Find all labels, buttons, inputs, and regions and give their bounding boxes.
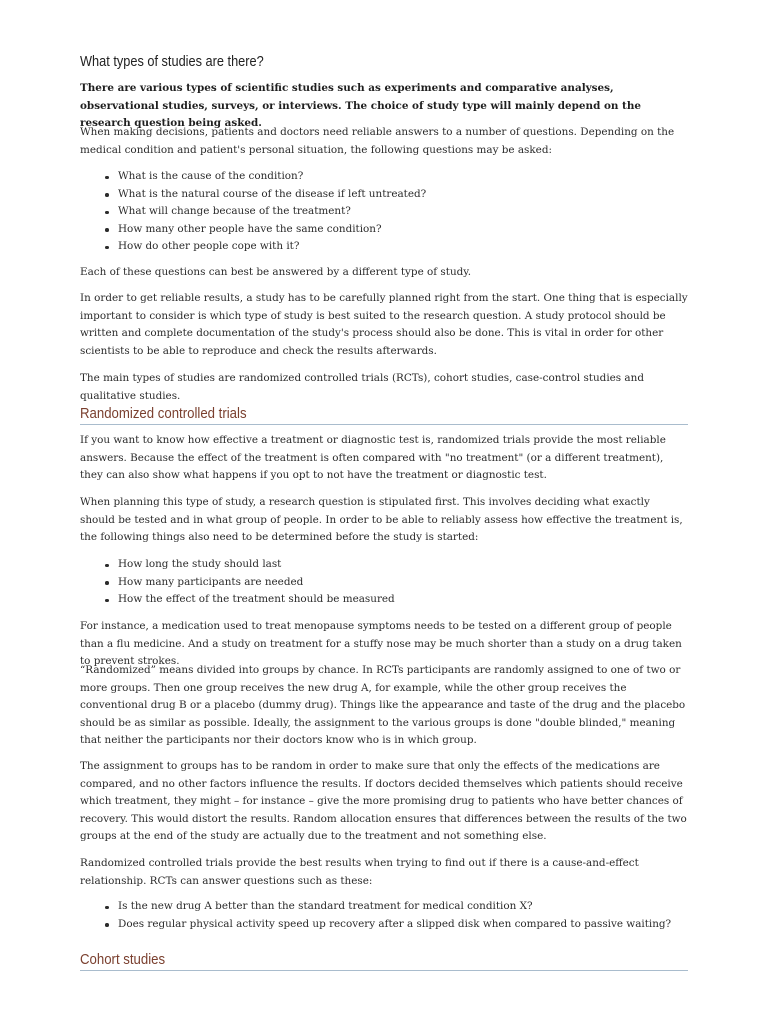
- rct-list-2: [80, 898, 688, 933]
- intro-paragraph: When making decisions, patients and doctors need reliable answers to a number of questions. Depending on the medical condition and patient's personal situation, the following questions may be asked:: [80, 126, 675, 156]
- section-heading-cohort: [80, 951, 688, 971]
- list-item: How the effect of the treatment should be measured: [80, 591, 688, 609]
- section-heading-rct: [80, 405, 688, 425]
- rct-paragraph-3: For instance, a medication used to treat menopause symptoms needs to be tested on a different group of people than a flu medicine. And a study on treatment for a stuffy nose may be much shorter than a study on a drug taken to prevent strokes.: [80, 620, 682, 668]
- each-question-paragraph: Each of these questions can best be answered by a different type of study.: [80, 266, 472, 278]
- list-item: How long the study should last: [80, 556, 688, 574]
- rct-paragraph-5: The assignment to groups has to be random in order to make sure that only the effects of the medications are compared, and no other factors influence the results. If doctors decided themselves which patients should receive which treatment, they might – for instance – give the more promising drug to patients who have better chances of recovery. This would distort the results. Random allocation ensures that differences between the results of the two groups at the end of the study are actually due to the treatment and not something else.: [80, 760, 687, 843]
- list-item: What will change because of the treatment?: [80, 203, 688, 221]
- questions-list: [80, 168, 688, 256]
- rct-list-1: [80, 556, 688, 609]
- lead-paragraph: There are various types of scientific studies such as experiments and comparative analyses, observational studies, surveys, or interviews. The choice of study type will mainly depend on the research question being asked.: [80, 82, 642, 130]
- list-item: What is the cause of the condition?: [80, 168, 688, 186]
- list-item: What is the natural course of the disease if left untreated?: [80, 186, 688, 204]
- list-item: Is the new drug A better than the standard treatment for medical condition X?: [80, 898, 688, 916]
- page-title: What types of studies are there?: [80, 54, 264, 70]
- list-item: How many participants are needed: [80, 574, 688, 592]
- section-heading-rct-label: Randomized controlled trials: [80, 405, 247, 422]
- list-item: Does regular physical activity speed up recovery after a slipped disk when compared to passive waiting?: [80, 916, 688, 934]
- rct-paragraph-1: If you want to know how effective a treatment or diagnostic test is, randomized trials provide the most reliable answers. Because the effect of the treatment is often compared with "no treatment" (or a different treatment), they can also show what happens if you opt to not have the treatment or diagnostic test.: [80, 434, 666, 482]
- rct-paragraph-2: When planning this type of study, a research question is stipulated first. This involves deciding what exactly should be tested and in what group of people. In order to be able to reliably assess how effective the treatment is, the following things also need to be determined before the study is started:: [80, 496, 683, 544]
- planning-paragraph: In order to get reliable results, a study has to be carefully planned right from the start. One thing that is especially important to consider is which type of study is best suited to the research question. A study protocol should be written and complete documentation of the study's process should also be done. This is vital in order for other scientists to be able to reproduce and check the results afterwards.: [80, 292, 688, 357]
- list-item: How do other people cope with it?: [80, 238, 688, 256]
- rct-paragraph-6: Randomized controlled trials provide the best results when trying to find out if there is a cause-and-effect relationship. RCTs can answer questions such as these:: [80, 857, 639, 887]
- main-types-paragraph: The main types of studies are randomized controlled trials (RCTs), cohort studies, case-control studies and qualitative studies.: [80, 372, 644, 402]
- list-item: How many other people have the same condition?: [80, 221, 688, 239]
- section-heading-cohort-label: Cohort studies: [80, 951, 166, 968]
- rct-paragraph-4: “Randomized” means divided into groups by chance. In RCTs participants are randomly assigned to one of two or more groups. Then one group receives the new drug A, for example, while the other group receives the conventional drug B or a placebo (dummy drug). Things like the appearance and taste of the drug and the placebo should be as similar as possible. Ideally, the assignment to the various groups is done "double blinded," meaning that neither the participants nor their doctors know who is in which group.: [80, 664, 686, 747]
